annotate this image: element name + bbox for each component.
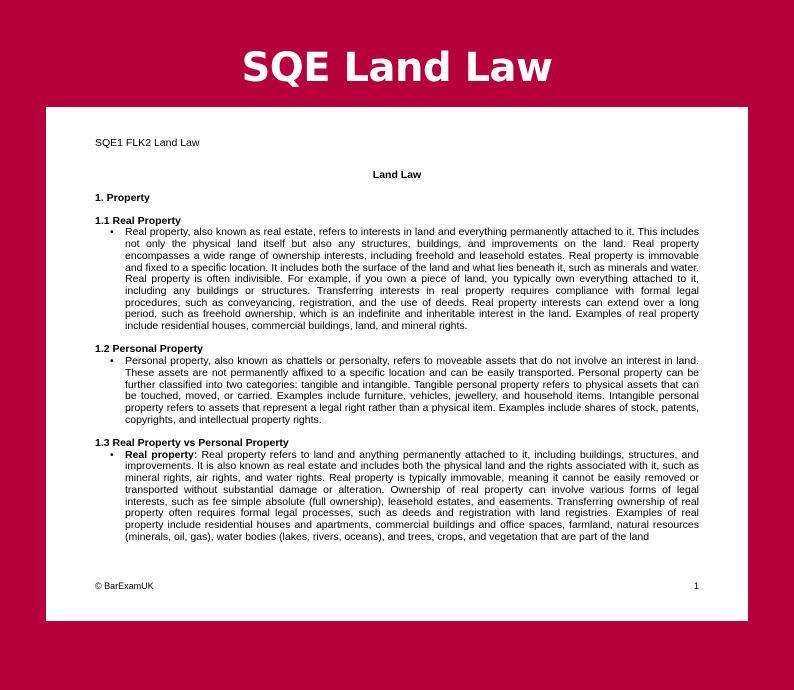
footer-page-number: 1 <box>693 581 699 591</box>
footer-copyright: © BarExamUK <box>95 581 154 591</box>
bullet-text-real-vs-personal: Real property refers to land and anything permanently attached to it, including buildings, structures, and improvements. It is also known as real estate and includes both the physical land and the rights associated with it, such as mineral rights, air rights, and water rights. Real property is typically immovable, meaning it cannot be easily removed or transported without substantial damage or alteration. Ownership of real property can involve various forms of legal interests, such as fee simple absolute (full ownership), leasehold estates, and easements. Transferring ownership of real property often requires formal legal processes, such as deeds and registration with land registries. Examples of real property include residential houses and apartments, commercial buildings and office spaces, farmland, natural resources (minerals, oil, gas), water bodies (lakes, rivers, oceans), and trees, crops, and vegetation that are part of the land <box>125 448 700 543</box>
bullet-item-personal-property <box>95 356 699 426</box>
running-header: SQE1 FLK2 Land Law <box>95 137 200 149</box>
section-heading-property: 1. Property <box>95 192 150 204</box>
section-heading-real-property: 1.1 Real Property <box>95 214 181 227</box>
bullet-icon: • <box>110 355 114 368</box>
section-heading-real-vs-personal: 1.3 Real Property vs Personal Property <box>95 437 289 450</box>
document-title: Land Law <box>372 169 422 181</box>
document-page <box>46 107 748 621</box>
bullet-text-personal-property: Personal property, also known as chattels or personalty, refers to moveable assets that do not involve an interest in land. These assets are not permanently affixed to a specific location and can be easily transported. Personal property can be further classified into two categories: tangible and intangible. Tangible personal property refers to physical assets that can be touched, moved, or carried. Examples include furniture, vehicles, jewellery, and household items. Intangible personal property refers to assets that represent a legal right rather than a physical item. Examples include shares of stock, patents, copyrights, and intellectual property rights. <box>125 355 699 426</box>
section-heading-personal-property: 1.2 Personal Property <box>95 343 203 356</box>
document-body <box>95 193 699 543</box>
bullet-item-real-vs-personal <box>95 450 699 544</box>
bullet-lead-real-property: Real property: <box>125 448 198 461</box>
bullet-text-real-property: Real property, also known as real estate, refers to interests in land and everything permanently attached to it. This includes not only the physical land itself but also any structures, buildings, and improvements on the land. Real property encompasses a wide range of ownership interests, including freehold and leasehold estates. Real property is immovable and fixed to a specific location. It includes both the surface of the land and what lies beneath it, such as minerals and water. Real property is often indivisible. For example, if you own a piece of land, you typically own everything attached to it, including any buildings or structures. Transferring interests in real property requires compliance with formal legal procedures, such as conveyancing, registration, and the use of deeds. Real property interests can extend over a long period, such as freehold ownership, which is an indefinite and inheritable interest in the land. Examples of real property include residential houses, commercial buildings, land, and mineral rights. <box>125 226 699 333</box>
bullet-icon: • <box>110 448 114 461</box>
bullet-item-real-property <box>95 227 699 332</box>
banner-title: SQE Land Law <box>241 45 553 91</box>
bullet-icon: • <box>110 226 114 239</box>
